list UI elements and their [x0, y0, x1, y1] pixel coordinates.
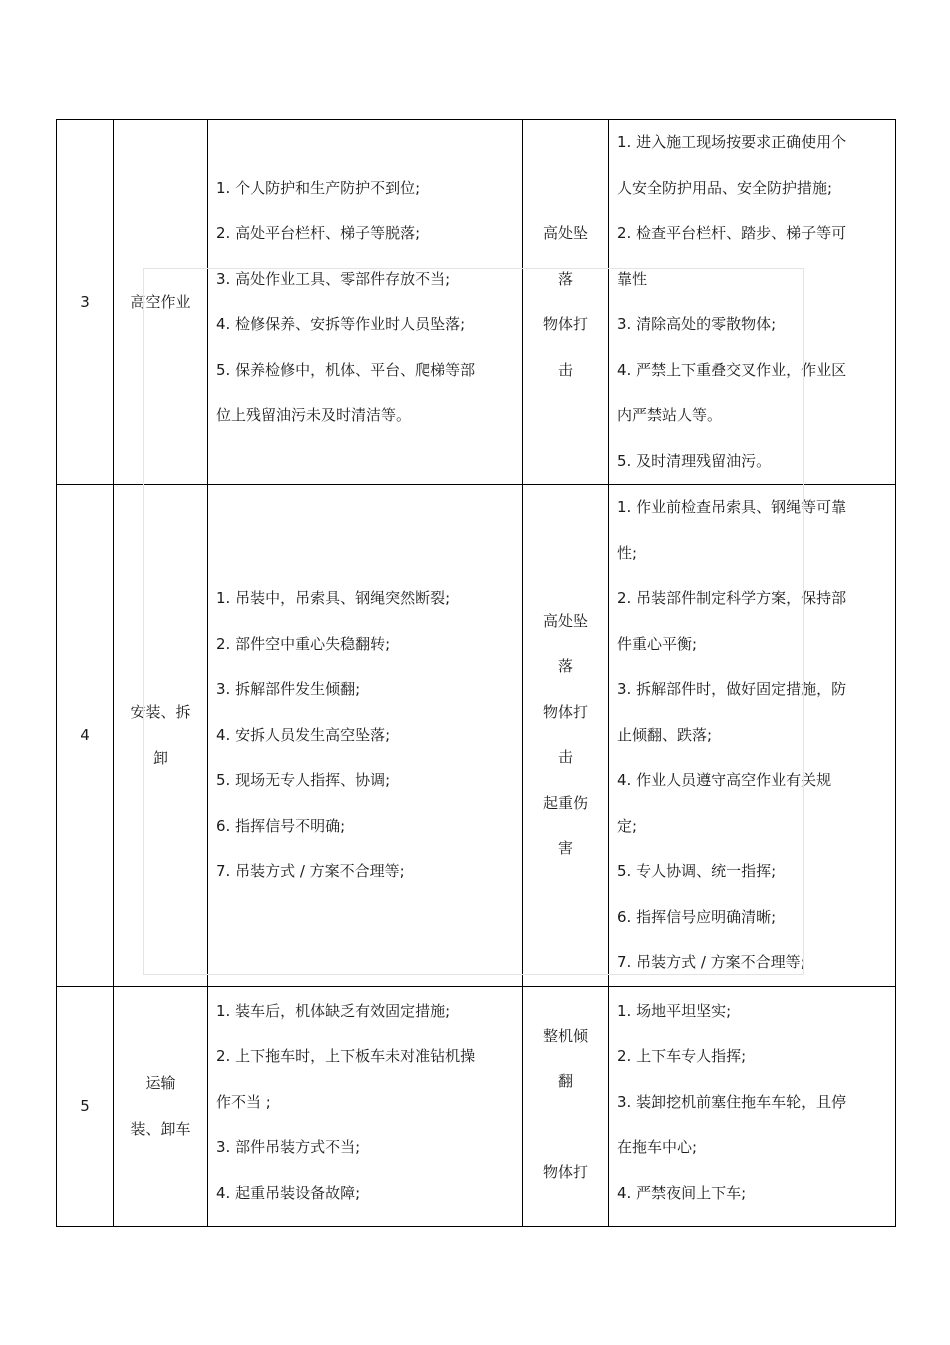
category-line: 装、卸车 [130, 1120, 191, 1138]
work-category [114, 485, 208, 987]
hazard-item: 位上残留油污未及时清洁等。 [216, 406, 412, 424]
work-category [114, 986, 208, 1226]
hazard-item: 5. 现场无专人指挥、协调; [216, 771, 391, 789]
accident-type [523, 120, 609, 485]
measure-item: 4. 严禁夜间上下车; [617, 1183, 747, 1202]
measure-item: 人安全防护用品、安全防护措施; [617, 178, 833, 197]
measure-item: 6. 指挥信号应明确清晰; [617, 907, 777, 926]
measure-list [609, 485, 896, 987]
work-category [114, 120, 208, 485]
measure-item: 5. 专人协调、统一指挥; [617, 862, 777, 880]
table-row [57, 120, 896, 485]
category-line: 高空作业 [130, 293, 191, 311]
hazard-item: 2. 上下拖车时，上下板车未对准钻机操 [216, 1047, 476, 1065]
accident-line: 物体打 [542, 315, 588, 333]
measure-item: 3. 装卸挖机前塞住拖车车轮，且停 [617, 1092, 847, 1111]
accident-line: 高处坠 [542, 611, 588, 630]
accident-line: 击 [557, 360, 573, 379]
hazard-item: 6. 指挥信号不明确; [216, 816, 346, 835]
accident-type [523, 986, 609, 1226]
hazard-item: 3. 拆解部件发生倾翻; [216, 680, 361, 698]
measure-list [609, 986, 896, 1226]
measure-item: 7. 吊装方式 / 方案不合理等; [617, 953, 806, 971]
accident-line: 高处坠 [542, 224, 588, 242]
accident-line: 翻 [557, 1072, 573, 1090]
hazard-item: 7. 吊装方式 / 方案不合理等; [216, 862, 405, 880]
hazard-item: 4. 安拆人员发生高空坠落; [216, 725, 391, 744]
measure-item: 2. 吊装部件制定科学方案，保持部 [617, 589, 847, 607]
accident-line: 物体打 [542, 1163, 588, 1181]
measure-item: 5. 及时清理残留油污。 [617, 451, 772, 470]
measure-item: 3. 拆解部件时，做好固定措施，防 [617, 680, 847, 698]
measure-item: 性; [617, 543, 638, 562]
hazard-item: 4. 起重吊装设备故障; [216, 1183, 361, 1202]
table-row [57, 986, 896, 1226]
table-row [57, 485, 896, 987]
measure-item: 在拖车中心; [617, 1138, 698, 1156]
hazard-item: 2. 高处平台栏杆、梯子等脱落; [216, 224, 421, 242]
accident-line: 起重伤 [542, 793, 588, 812]
hazard-item: 3. 部件吊装方式不当; [216, 1138, 361, 1156]
measure-item: 2. 检查平台栏杆、踏步、梯子等可 [617, 224, 847, 242]
hazard-item: 4. 检修保养、安拆等作业时人员坠落; [216, 315, 466, 333]
accident-line: 整机倾 [542, 1026, 588, 1045]
measure-item: 3. 清除高处的零散物体; [617, 315, 777, 333]
measure-item: 1. 场地平坦坚实; [617, 1001, 732, 1020]
accident-line: 落 [557, 657, 573, 676]
hazard-item: 3. 高处作业工具、零部件存放不当; [216, 269, 451, 288]
hazard-item: 2. 部件空中重心失稳翻转; [216, 634, 391, 653]
hazard-item: 1. 吊装中，吊索具、钢绳突然断裂; [216, 589, 451, 607]
measure-item: 件重心平衡; [617, 634, 698, 653]
hazard-item: 5. 保养检修中，机体、平台、爬梯等部 [216, 360, 476, 379]
row-number: 3 [57, 120, 114, 485]
category-line: 卸 [152, 749, 168, 768]
accident-line: 落 [557, 269, 573, 288]
row-number: 5 [57, 986, 114, 1226]
measure-list [609, 120, 896, 485]
hazard-item: 1. 装车后，机体缺乏有效固定措施; [216, 1001, 451, 1020]
hazard-list [208, 485, 523, 987]
safety-risk-table [56, 119, 896, 1227]
category-line: 运输 [145, 1074, 176, 1092]
measure-item: 内严禁站人等。 [617, 406, 723, 424]
accident-line: 害 [557, 839, 573, 858]
measure-item: 1. 作业前检查吊索具、钢绳等可靠 [617, 498, 847, 516]
measure-item: 止倾翻、跌落; [617, 725, 713, 744]
measure-item: 4. 严禁上下重叠交叉作业，作业区 [617, 360, 847, 379]
hazard-list [208, 120, 523, 485]
hazard-item: 1. 个人防护和生产防护不到位; [216, 178, 421, 197]
measure-item: 2. 上下车专人指挥; [617, 1047, 747, 1065]
measure-item: 定; [617, 816, 638, 835]
accident-line [527, 1105, 604, 1151]
accident-type [523, 485, 609, 987]
measure-item: 4. 作业人员遵守高空作业有关规 [617, 771, 832, 789]
measure-item: 靠性 [617, 269, 648, 288]
hazard-item: 作不当 ; [216, 1092, 271, 1111]
hazard-list [208, 986, 523, 1226]
measure-item: 1. 进入施工现场按要求正确使用个 [617, 133, 847, 151]
category-line: 安装、拆 [130, 703, 191, 722]
row-number: 4 [57, 485, 114, 987]
accident-line: 击 [557, 748, 573, 767]
accident-line: 物体打 [542, 702, 588, 721]
